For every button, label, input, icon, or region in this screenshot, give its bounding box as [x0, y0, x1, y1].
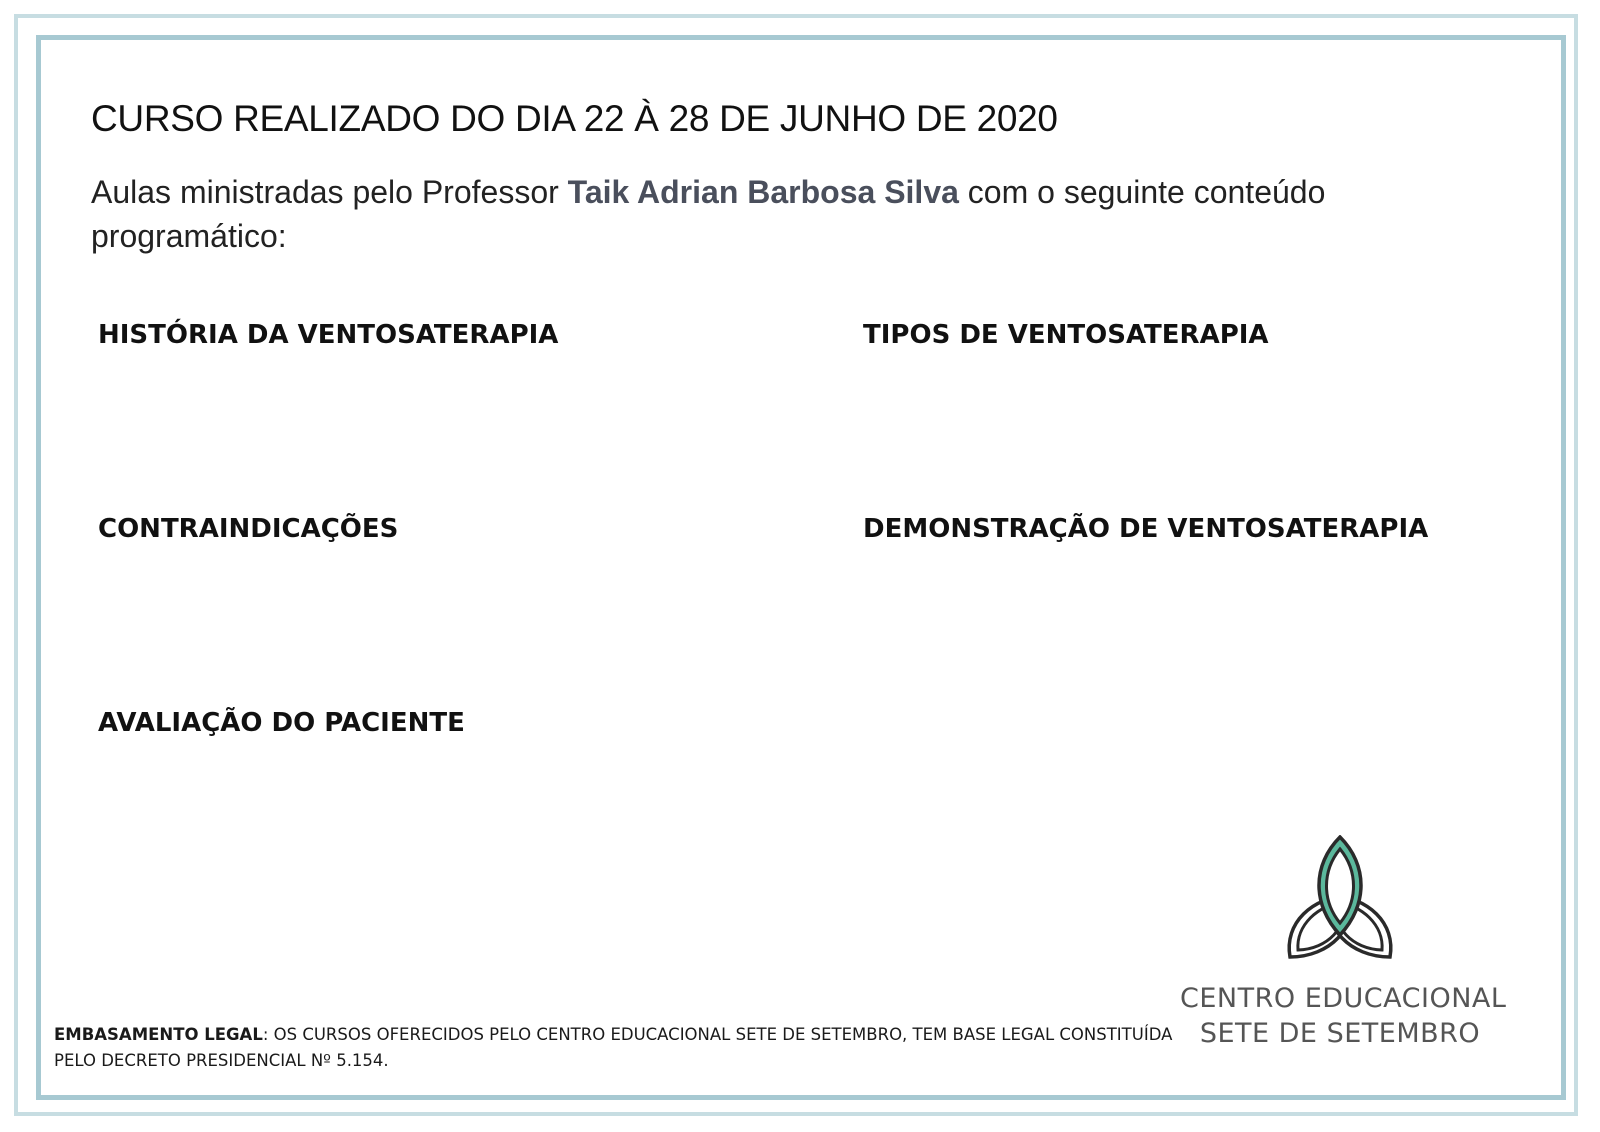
topic-demonstration: DEMONSTRAÇÃO DE VENTOSATERAPIA	[863, 514, 1429, 544]
intro-paragraph	[91, 170, 1411, 258]
topic-types: TIPOS DE VENTOSATERAPIA	[863, 320, 1269, 350]
triquetra-logo-icon	[1268, 835, 1412, 975]
topic-history: HISTÓRIA DA VENTOSATERAPIA	[98, 320, 559, 350]
course-dates-heading: CURSO REALIZADO DO DIA 22 À 28 DE JUNHO DE 2020	[91, 98, 1058, 139]
intro-text-before: Aulas ministradas pelo Professor	[91, 174, 568, 210]
institution-logo	[1180, 835, 1507, 1050]
legal-heading: EMBASAMENTO LEGAL	[54, 1025, 263, 1044]
logo-text-line1: CENTRO EDUCACIONAL	[1180, 983, 1507, 1014]
legal-text: : OS CURSOS OFERECIDOS PELO CENTRO EDUCACIONAL SETE DE SETEMBRO, TEM BASE LEGAL CONSTITUÍDA PELO DECRETO PRESIDENCIAL Nº 5.154.	[54, 1025, 1173, 1070]
legal-basis-note	[54, 1022, 1184, 1074]
teacher-name: Taik Adrian Barbosa Silva	[567, 174, 959, 210]
topic-contraindications: CONTRAINDICAÇÕES	[98, 514, 399, 544]
logo-text-line2: SETE DE SETEMBRO	[1199, 1018, 1481, 1049]
topic-patient-evaluation: AVALIAÇÃO DO PACIENTE	[98, 708, 465, 738]
intro-text-after: com o seguinte conteúdo programático:	[91, 174, 1326, 254]
